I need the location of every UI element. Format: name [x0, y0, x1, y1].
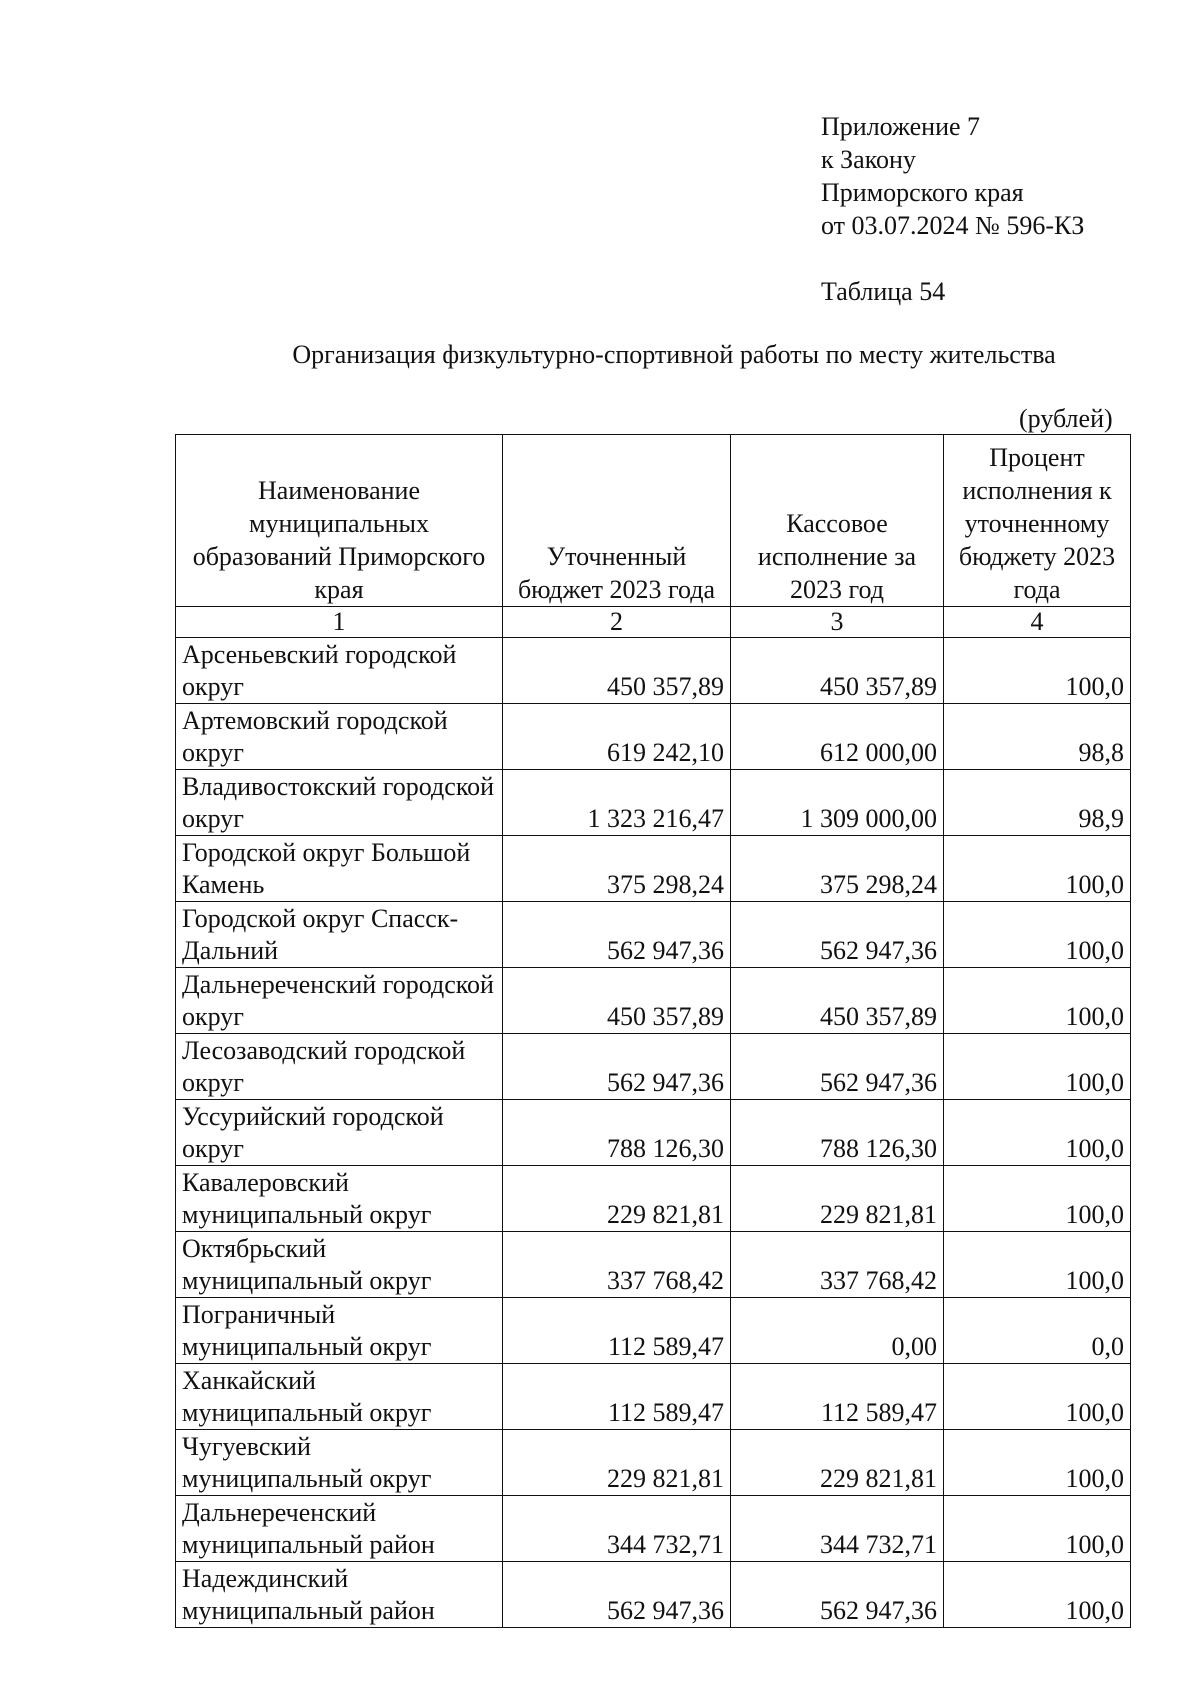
execution-cell: 562 947,36 [731, 1034, 944, 1100]
execution-cell: 337 768,42 [731, 1232, 944, 1298]
budget-cell: 450 357,89 [503, 968, 731, 1034]
execution-cell: 562 947,36 [731, 902, 944, 968]
table-number: Таблица 54 [821, 277, 946, 306]
budget-cell: 337 768,42 [503, 1232, 731, 1298]
execution-cell: 229 821,81 [731, 1430, 944, 1496]
table-row [176, 1166, 1131, 1232]
table-row [176, 1496, 1131, 1562]
municipality-name-cell: Чугуевский муниципальный округ [176, 1430, 503, 1496]
percent-cell: 98,9 [944, 770, 1131, 836]
document-title: Организация физкультурно-спортивной работы по месту жительства [292, 340, 1056, 369]
execution-cell: 344 732,71 [731, 1496, 944, 1562]
percent-cell: 0,0 [944, 1298, 1131, 1364]
budget-cell: 112 589,47 [503, 1364, 731, 1430]
budget-cell: 344 732,71 [503, 1496, 731, 1562]
table-row [176, 1100, 1131, 1166]
column-number: 2 [503, 607, 731, 638]
budget-table [175, 434, 1131, 1628]
percent-cell: 100,0 [944, 902, 1131, 968]
law-date-line: от 03.07.2024 № 596-КЗ [821, 211, 1085, 240]
law-reference-line: к Закону [821, 145, 916, 174]
column-header-percent: Процент исполнения к уточненному бюджету 2023 года [944, 435, 1131, 607]
budget-cell: 562 947,36 [503, 1034, 731, 1100]
execution-cell: 112 589,47 [731, 1364, 944, 1430]
municipality-name-cell: Надеждинский муниципальный район [176, 1562, 503, 1628]
execution-cell: 788 126,30 [731, 1100, 944, 1166]
municipality-name-cell: Ханкайский муниципальный округ [176, 1364, 503, 1430]
budget-cell: 788 126,30 [503, 1100, 731, 1166]
budget-cell: 1 323 216,47 [503, 770, 731, 836]
table-row [176, 1364, 1131, 1430]
percent-cell: 100,0 [944, 1430, 1131, 1496]
column-number: 3 [731, 607, 944, 638]
execution-cell: 450 357,89 [731, 638, 944, 704]
percent-cell: 98,8 [944, 704, 1131, 770]
column-header-execution: Кассовое исполнение за 2023 год [731, 435, 944, 607]
execution-cell: 229 821,81 [731, 1166, 944, 1232]
municipality-name-cell: Арсеньевский городской округ [176, 638, 503, 704]
percent-cell: 100,0 [944, 1496, 1131, 1562]
column-number: 1 [176, 607, 503, 638]
municipality-name-cell: Пограничный муниципальный округ [176, 1298, 503, 1364]
table-row [176, 704, 1131, 770]
municipality-name-cell: Владивостокский городской округ [176, 770, 503, 836]
municipality-name-cell: Артемовский городской округ [176, 704, 503, 770]
execution-cell: 0,00 [731, 1298, 944, 1364]
table-row [176, 638, 1131, 704]
appendix-header [821, 110, 1084, 242]
table-row [176, 836, 1131, 902]
percent-cell: 100,0 [944, 968, 1131, 1034]
column-header-name: Наименование муниципальных образований Приморского края [176, 435, 503, 607]
percent-cell: 100,0 [944, 836, 1131, 902]
municipality-name-cell: Дальнереченский городской округ [176, 968, 503, 1034]
table-row [176, 968, 1131, 1034]
appendix-line: Приложение 7 [821, 112, 981, 141]
execution-cell: 612 000,00 [731, 704, 944, 770]
budget-cell: 375 298,24 [503, 836, 731, 902]
percent-cell: 100,0 [944, 1364, 1131, 1430]
percent-cell: 100,0 [944, 1034, 1131, 1100]
table-row [176, 1298, 1131, 1364]
budget-cell: 112 589,47 [503, 1298, 731, 1364]
column-header-budget: Уточненный бюджет 2023 года [503, 435, 731, 607]
budget-cell: 229 821,81 [503, 1430, 731, 1496]
table-row [176, 1034, 1131, 1100]
budget-cell: 562 947,36 [503, 902, 731, 968]
percent-cell: 100,0 [944, 1100, 1131, 1166]
percent-cell: 100,0 [944, 1232, 1131, 1298]
column-number-row [176, 607, 1131, 638]
execution-cell: 375 298,24 [731, 836, 944, 902]
table-row [176, 902, 1131, 968]
table-row [176, 770, 1131, 836]
region-line: Приморского края [821, 178, 1024, 207]
column-number: 4 [944, 607, 1131, 638]
execution-cell: 562 947,36 [731, 1562, 944, 1628]
municipality-name-cell: Городской округ Большой Камень [176, 836, 503, 902]
table-row [176, 1430, 1131, 1496]
table-header-row [176, 435, 1131, 607]
percent-cell: 100,0 [944, 638, 1131, 704]
execution-cell: 450 357,89 [731, 968, 944, 1034]
municipality-name-cell: Октябрьский муниципальный округ [176, 1232, 503, 1298]
budget-cell: 619 242,10 [503, 704, 731, 770]
municipality-name-cell: Уссурийский городской округ [176, 1100, 503, 1166]
percent-cell: 100,0 [944, 1562, 1131, 1628]
execution-cell: 1 309 000,00 [731, 770, 944, 836]
units-label: (рублей) [1019, 404, 1113, 433]
percent-cell: 100,0 [944, 1166, 1131, 1232]
municipality-name-cell: Городской округ Спасск-Дальний [176, 902, 503, 968]
table-row [176, 1232, 1131, 1298]
municipality-name-cell: Кавалеровский муниципальный округ [176, 1166, 503, 1232]
budget-cell: 450 357,89 [503, 638, 731, 704]
budget-cell: 229 821,81 [503, 1166, 731, 1232]
budget-cell: 562 947,36 [503, 1562, 731, 1628]
municipality-name-cell: Лесозаводский городской округ [176, 1034, 503, 1100]
table-row [176, 1562, 1131, 1628]
municipality-name-cell: Дальнереченский муниципальный район [176, 1496, 503, 1562]
